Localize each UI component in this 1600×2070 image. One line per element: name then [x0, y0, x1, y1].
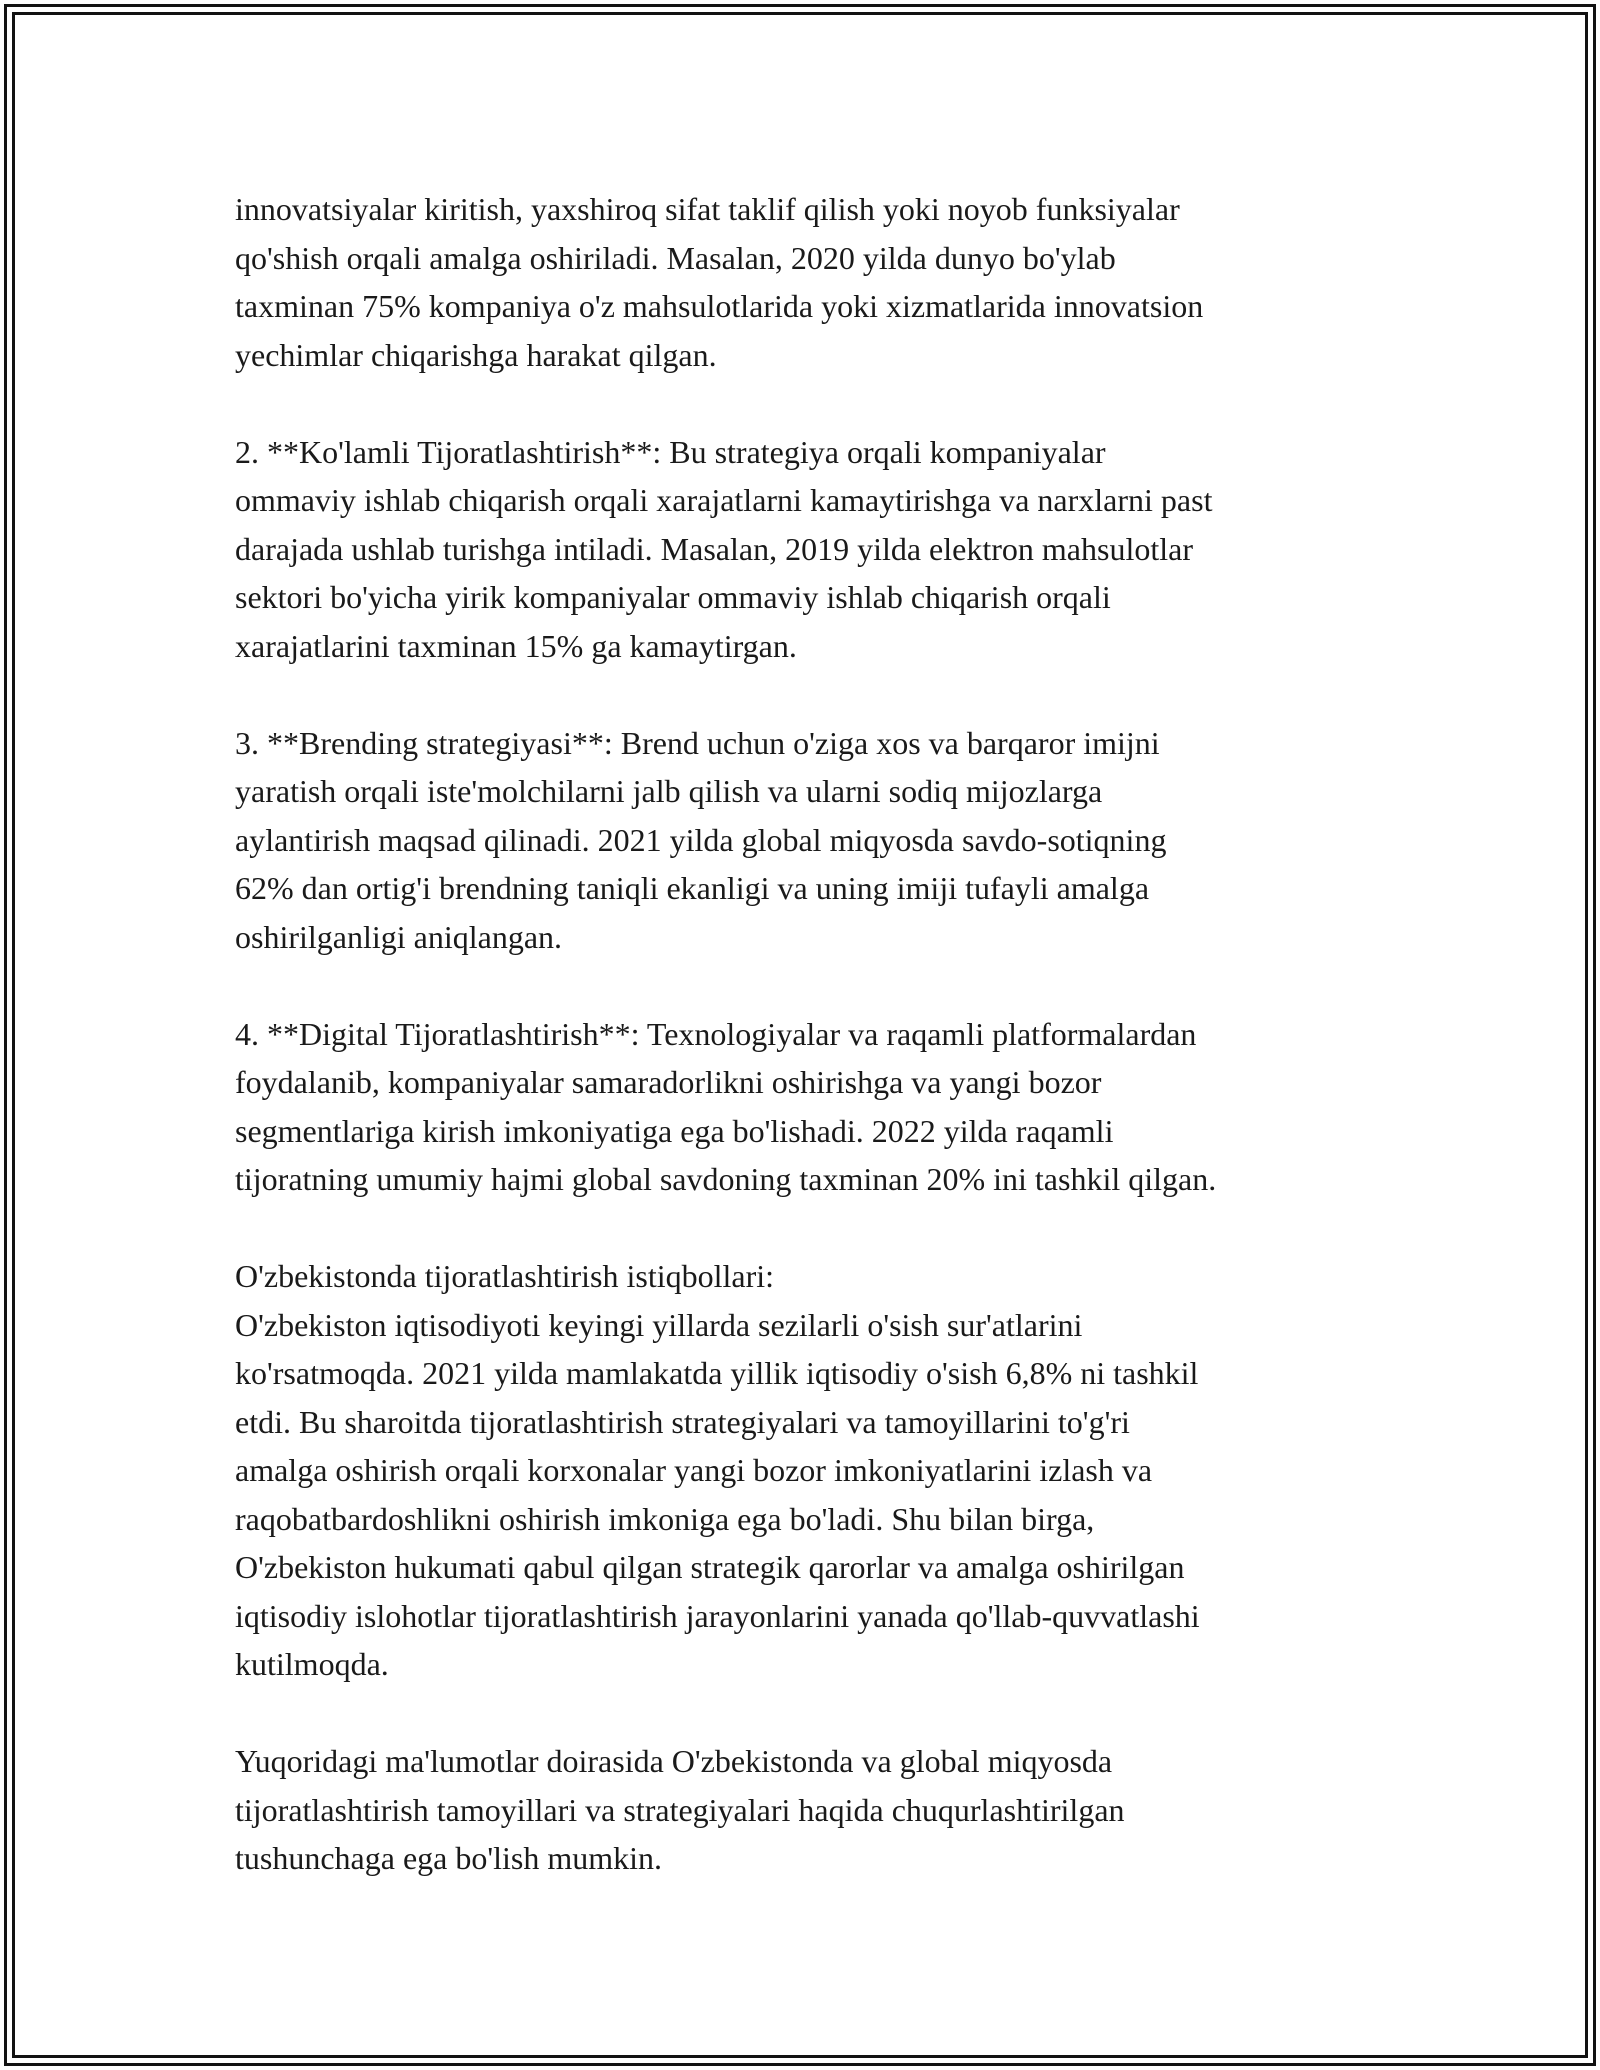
paragraph-uzbekistan-prospects: O'zbekistonda tijoratlashtirish istiqbollari: O'zbekiston iqtisodiyoti keyingi yillarda sezilarli o'sish sur'atlarini ko'rsatmoqda. 2021 yilda mamlakatda yillik iqtisodiy o'sish 6,8% ni tashkil etdi. Bu sharoitda tijoratlashtirish strategiyalari va tamoyillarini to'g'ri amalga oshirish orqali korxonalar yangi bozor imkoniyatlarini izlash va raqobatbardoshlikni oshirish imkoniga ega bo'ladi. Shu bilan birga, O'zbekiston hukumati qabul qilgan strategik qarorlar va amalga oshirilgan iqtisodiy islohotlar tijoratlashtirish jarayonlarini yanada qo'llab-quvvatlashi kutilmoqda. [235, 1258, 1200, 1682]
document-body [235, 185, 1375, 1883]
paragraph-digital-commercialization: 4. **Digital Tijoratlashtirish**: Texnologiyalar va raqamli platformalardan foydalanib, kompaniyalar samaradorlikni oshirishga va yangi bozor segmentlariga kirish imkoniyatiga ega bo'lishadi. 2022 yilda raqamli tijoratning umumiy hajmi global savdoning taxminan 20% ini tashkil qilgan. [235, 1015, 1217, 1197]
paragraph-scale-commercialization: 2. **Ko'lamli Tijoratlashtirish**: Bu strategiya orqali kompaniyalar ommaviy ishlab chiqarish orqali xarajatlarni kamaytirishga va narxlarni past darajada ushlab turishga intiladi. Masalan, 2019 yilda elektron mahsulotlar sektori bo'yicha yirik kompaniyalar ommaviy ishlab chiqarish orqali xarajatlarini taxminan 15% ga kamaytirgan. [235, 433, 1213, 664]
paragraph-conclusion: Yuqoridagi ma'lumotlar doirasida O'zbekistonda va global miqyosda tijoratlashtirish tamoyillari va strategiyalari haqida chuqurlashtirilgan tushunchaga ega bo'lish mumkin. [235, 1743, 1125, 1876]
paragraph-branding-strategy: 3. **Brending strategiyasi**: Brend uchun o'ziga xos va barqaror imijni yaratish orqali iste'molchilarni jalb qilish va ularni sodiq mijozlarga aylantirish maqsad qilinadi. 2021 yilda global miqyosda savdo-sotiqning 62% dan ortig'i brendning taniqli ekanligi va uning imiji tufayli amalga oshirilganligi aniqlangan. [235, 724, 1167, 955]
paragraph-innovation-continued: innovatsiyalar kiritish, yaxshiroq sifat taklif qilish yoki noyob funksiyalar qo'shish orqali amalga oshiriladi. Masalan, 2020 yilda dunyo bo'ylab taxminan 75% kompaniya o'z mahsulotlarida yoki xizmatlarida innovatsion yechimlar chiqarishga harakat qilgan. [235, 191, 1204, 373]
